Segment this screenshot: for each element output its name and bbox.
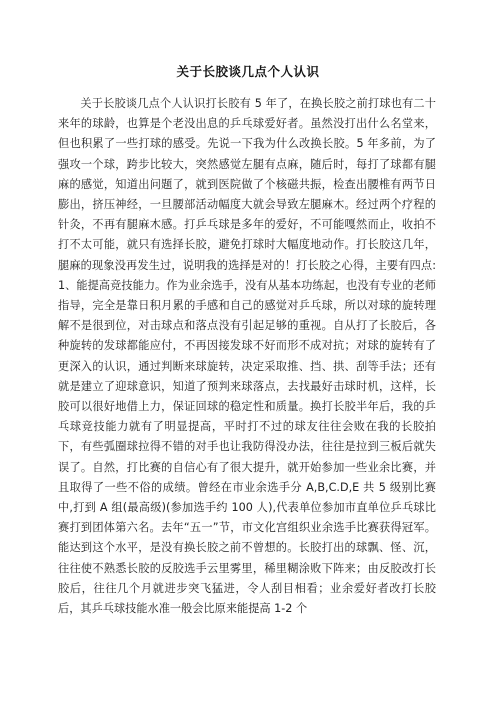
document-body-paragraph: 关于长胶谈几点个人认识打长胶有 5 年了，在换长胶之前打球也有二十来年的球龄，也算是个老没出息的乒乓球爱好者。虽然没打出什么名堂来，但也积累了一些打球的感受。先说一下我为什么改换长胶。5 年多前，为了强攻一个球，跨步比较大，突然感觉左腿有点麻，随后时，每打了球都有腿麻的感觉，知道出问题了，就到医院做了个核磁共振，检查出腰椎有两节日膨出，挤压神经，一旦腰部活动幅度大就会导致左腿麻木。经过两个疗程的针灸，不再有腿麻木感。打乒乓球是多年的爱好，不可能嘎然而止，收拍不打不太可能，就只有选择长胶，避免打球时大幅度地动作。打长胶这几年，腿麻的现象没再发生过，说明我的选择是对的！打长胶之心得，主要有四点:1、能提高竞技能力。作为业余选手，没有从基本功练起，也没有专业的老师指导，完全是靠日积月累的手感和自己的感觉对乒乓球，所以对球的旋转理解不是很到位，对击球点和落点没有引起足够的重视。自从打了长胶后，各种旋转的发球都能应付，不再因接发球不好而形不成对抗；对球的旋转有了更深入的认识，通过判断来球旋转，决定采取推、挡、拱、刮等手法；还有就是建立了迎球意识，知道了预判来球落点，去找最好击球时机，这样，长胶可以很好地借上力，保证回球的稳定性和质量。换打长胶半年后，我的乒乓球竞技能力就有了明显提高，平时打不过的球友往往会败在我的长胶拍下，有些弧圈球拉得不错的对手也让我防得没办法，往往是拉到三板后就失误了。自然，打比赛的自信心有了很大提升，就开始参加一些业余比赛，并且取得了一些不俗的成绩。曾经在市业余选手分 A,B,C.D,E 共 5 级别比赛中,打到 A 组(最高级)(参加选手约 100 人),代表单位参加市直单位乒乓球比赛打到团体第六名。去年“五一”节，市文化宫组织业余选手比赛获得冠军。能达到这个水平，是没有换长胶之前不曾想的。长胶打出的球飘、怪、沉，往往使不熟悉长胶的反胶选手云里雾里，稀里糊涂败下阵来；由反胶改打长胶后，往往几个月就进步突飞猛进，令人刮目相看；业余爱好者改打长胶后，其乒乓球技能水准一般会比原来能提高 1-2 个 (58, 97, 436, 616)
document-title: 关于长胶谈几点个人认识 (176, 64, 320, 79)
